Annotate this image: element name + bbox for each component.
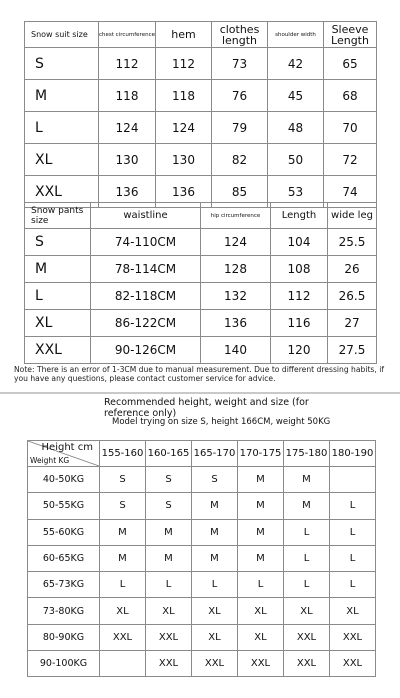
size-cell: M: [238, 545, 284, 571]
waist-cell: 78-114CM: [91, 256, 201, 283]
size-cell: XL: [146, 598, 192, 624]
leg-cell: 27.5: [328, 337, 377, 364]
size-cell: L: [330, 519, 376, 545]
size-cell: M: [238, 493, 284, 519]
size-cell: S: [146, 467, 192, 493]
height-header: 165-170: [192, 441, 238, 467]
chest-cell: 130: [99, 144, 156, 176]
hem-cell: 118: [156, 80, 212, 112]
hip-cell: 132: [201, 283, 271, 310]
header-hem: hem: [156, 22, 212, 48]
size-cell: M: [100, 519, 146, 545]
recommend-title: Recommended height, weight and size (for reference only): [104, 397, 309, 419]
size-cell: [100, 651, 146, 677]
size-cell: M: [100, 545, 146, 571]
weight-cell: 65-73KG: [28, 572, 100, 598]
recommend-subtitle: Model trying on size S, height 166CM, weight 50KG: [112, 417, 331, 427]
weight-cell: 60-65KG: [28, 545, 100, 571]
length-cell: 79: [212, 112, 268, 144]
size-cell: XXL: [192, 651, 238, 677]
size-cell: M: [25, 80, 99, 112]
waist-cell: 90-126CM: [91, 337, 201, 364]
size-cell: M: [192, 545, 238, 571]
size-cell: [330, 467, 376, 493]
size-cell: L: [284, 545, 330, 571]
table-row: [28, 519, 376, 545]
header-sleeve: Sleeve Length: [324, 22, 377, 48]
size-cell: M: [238, 467, 284, 493]
length-cell: 104: [271, 229, 328, 256]
hip-cell: 136: [201, 310, 271, 337]
size-cell: L: [284, 572, 330, 598]
size-cell: XL: [284, 598, 330, 624]
size-cell: M: [192, 519, 238, 545]
size-cell: XL: [330, 598, 376, 624]
size-cell: XXL: [25, 337, 91, 364]
height-header: 175-180: [284, 441, 330, 467]
chest-cell: 124: [99, 112, 156, 144]
table-row: [25, 310, 377, 337]
size-cell: XXL: [284, 624, 330, 650]
sleeve-cell: 68: [324, 80, 377, 112]
sleeve-cell: 65: [324, 48, 377, 80]
weight-cell: 90-100KG: [28, 651, 100, 677]
height-axis-label: Height cm: [41, 442, 93, 453]
size-cell: S: [100, 467, 146, 493]
size-cell: S: [25, 48, 99, 80]
weight-cell: 40-50KG: [28, 467, 100, 493]
chest-cell: 112: [99, 48, 156, 80]
size-cell: XXL: [100, 624, 146, 650]
leg-cell: 26.5: [328, 283, 377, 310]
size-cell: XXL: [330, 624, 376, 650]
size-cell: L: [330, 493, 376, 519]
table-row: [25, 144, 377, 176]
table-row: [28, 493, 376, 519]
size-cell: M: [192, 493, 238, 519]
length-cell: 120: [271, 337, 328, 364]
waist-cell: 82-118CM: [91, 283, 201, 310]
size-cell: L: [192, 572, 238, 598]
measurement-note: Note: There is an error of 1-3CM due to manual measurement. Due to different dressing habits, if you have any questions, please contact customer service for advice.: [14, 365, 384, 383]
size-cell: L: [284, 519, 330, 545]
table-header-row: [28, 441, 376, 467]
size-cell: M: [284, 467, 330, 493]
diagonal-corner: [28, 441, 99, 466]
size-cell: M: [284, 493, 330, 519]
shoulder-cell: 45: [268, 80, 324, 112]
header-wide-leg: wide leg: [328, 203, 377, 229]
header-hip: hip circumference: [201, 203, 271, 229]
height-header: 170-175: [238, 441, 284, 467]
sleeve-cell: 74: [324, 176, 377, 208]
size-cell: XL: [100, 598, 146, 624]
hem-cell: 112: [156, 48, 212, 80]
header-shoulder: shoulder width: [268, 22, 324, 48]
table-row: [25, 337, 377, 364]
size-cell: XL: [192, 624, 238, 650]
weight-cell: 55-60KG: [28, 519, 100, 545]
size-cell: XXL: [330, 651, 376, 677]
snow-suit-size-table: [24, 21, 377, 208]
size-cell: L: [330, 545, 376, 571]
leg-cell: 27: [328, 310, 377, 337]
snow-pants-size-table: [24, 202, 377, 364]
weight-axis-label: Weight KG: [30, 456, 70, 465]
waist-cell: 86-122CM: [91, 310, 201, 337]
weight-cell: 50-55KG: [28, 493, 100, 519]
header-waistline: waistline: [91, 203, 201, 229]
size-cell: XL: [25, 144, 99, 176]
chest-cell: 118: [99, 80, 156, 112]
waist-cell: 74-110CM: [91, 229, 201, 256]
size-cell: XXL: [146, 651, 192, 677]
length-cell: 76: [212, 80, 268, 112]
size-cell: S: [192, 467, 238, 493]
table-row: [28, 651, 376, 677]
header-size: Snow pants size: [25, 203, 91, 229]
shoulder-cell: 50: [268, 144, 324, 176]
corner-header: [28, 441, 100, 467]
size-cell: XL: [238, 624, 284, 650]
height-header: 155-160: [100, 441, 146, 467]
height-header: 180-190: [330, 441, 376, 467]
hip-cell: 140: [201, 337, 271, 364]
size-cell: M: [146, 545, 192, 571]
height-weight-size-table: [27, 440, 376, 677]
size-cell: M: [25, 256, 91, 283]
leg-cell: 25.5: [328, 229, 377, 256]
chest-cell: 136: [99, 176, 156, 208]
table-row: [25, 256, 377, 283]
hem-cell: 136: [156, 176, 212, 208]
size-cell: XXL: [284, 651, 330, 677]
sleeve-cell: 70: [324, 112, 377, 144]
weight-cell: 73-80KG: [28, 598, 100, 624]
size-cell: L: [100, 572, 146, 598]
shoulder-cell: 48: [268, 112, 324, 144]
size-cell: XL: [238, 598, 284, 624]
weight-cell: 80-90KG: [28, 624, 100, 650]
table-header-row: [25, 203, 377, 229]
table-row: [28, 624, 376, 650]
table-row: [25, 48, 377, 80]
size-cell: L: [25, 283, 91, 310]
hem-cell: 130: [156, 144, 212, 176]
size-cell: S: [146, 493, 192, 519]
size-cell: M: [238, 519, 284, 545]
header-clothes-length: clothes length: [212, 22, 268, 48]
length-cell: 73: [212, 48, 268, 80]
size-cell: M: [146, 519, 192, 545]
table-row: [28, 598, 376, 624]
size-cell: XXL: [146, 624, 192, 650]
shoulder-cell: 42: [268, 48, 324, 80]
sleeve-cell: 72: [324, 144, 377, 176]
length-cell: 116: [271, 310, 328, 337]
length-cell: 112: [271, 283, 328, 310]
hip-cell: 124: [201, 229, 271, 256]
size-cell: XXL: [25, 176, 99, 208]
size-cell: S: [100, 493, 146, 519]
table-row: [25, 80, 377, 112]
table-row: [28, 572, 376, 598]
size-cell: L: [238, 572, 284, 598]
height-header: 160-165: [146, 441, 192, 467]
hem-cell: 124: [156, 112, 212, 144]
table-row: [28, 467, 376, 493]
shoulder-cell: 53: [268, 176, 324, 208]
size-cell: XL: [192, 598, 238, 624]
length-cell: 85: [212, 176, 268, 208]
hip-cell: 128: [201, 256, 271, 283]
size-cell: XL: [25, 310, 91, 337]
table-row: [25, 283, 377, 310]
section-divider: [0, 392, 400, 394]
size-cell: XXL: [238, 651, 284, 677]
size-cell: L: [146, 572, 192, 598]
table-header-row: [25, 22, 377, 48]
table-row: [25, 112, 377, 144]
header-chest: chest circumference: [99, 22, 156, 48]
size-cell: L: [25, 112, 99, 144]
length-cell: 108: [271, 256, 328, 283]
table-row: [28, 545, 376, 571]
length-cell: 82: [212, 144, 268, 176]
table-row: [25, 229, 377, 256]
size-cell: S: [25, 229, 91, 256]
header-length: Length: [271, 203, 328, 229]
header-size: Snow suit size: [25, 22, 99, 48]
leg-cell: 26: [328, 256, 377, 283]
size-cell: L: [330, 572, 376, 598]
